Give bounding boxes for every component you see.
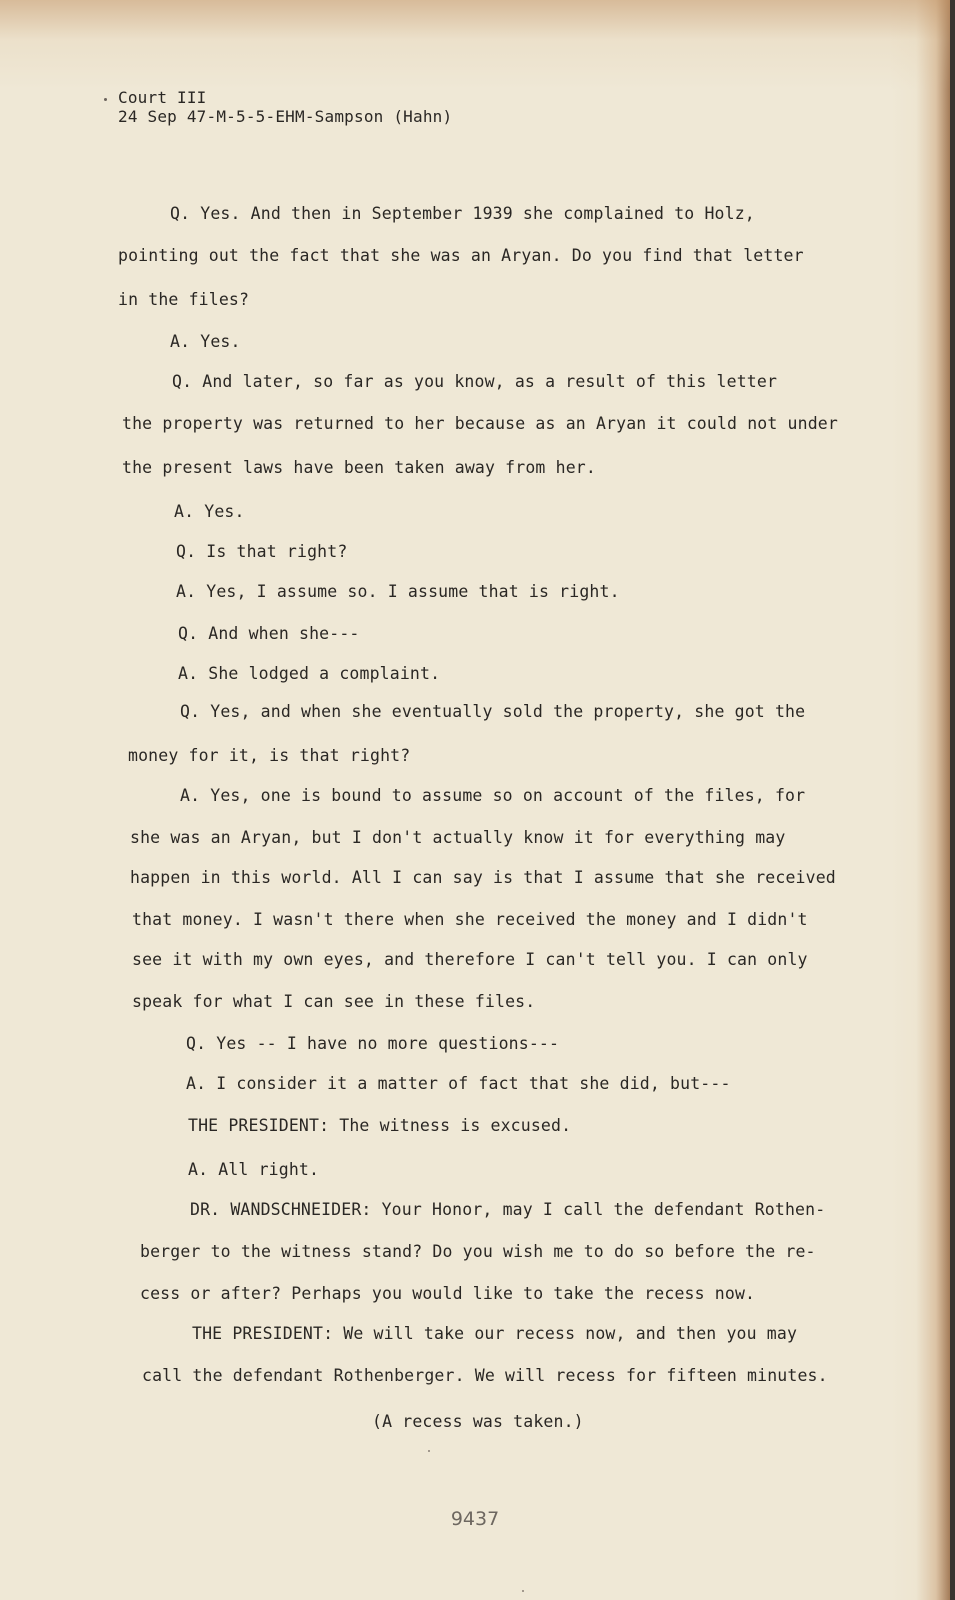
transcript-line: the property was returned to her because as an Aryan it could not under bbox=[122, 414, 838, 433]
transcript-line: Q. Yes. And then in September 1939 she complained to Holz, bbox=[170, 204, 755, 223]
transcript-line: THE PRESIDENT: We will take our recess now, and then you may bbox=[192, 1324, 798, 1343]
transcript-line: A. Yes. bbox=[174, 502, 245, 521]
session-reference: 24 Sep 47-M-5-5-EHM-Sampson (Hahn) bbox=[118, 107, 453, 126]
paper-speck bbox=[522, 1590, 524, 1592]
paper-speck bbox=[428, 1450, 430, 1452]
transcript-line: that money. I wasn't there when she received the money and I didn't bbox=[132, 910, 808, 929]
transcript-line: A. She lodged a complaint. bbox=[178, 664, 441, 683]
transcript-line: Q. Is that right? bbox=[176, 542, 348, 561]
court-label: Court III bbox=[118, 88, 207, 107]
transcript-line: Q. And when she--- bbox=[178, 624, 360, 643]
transcript-line: money for it, is that right? bbox=[128, 746, 411, 765]
transcript-line: happen in this world. All I can say is that I assume that she received bbox=[130, 868, 836, 887]
transcript-line: in the files? bbox=[118, 290, 250, 309]
transcript-line: the present laws have been taken away from her. bbox=[122, 458, 596, 477]
transcript-line: A. Yes. bbox=[170, 332, 241, 351]
transcript-line: cess or after? Perhaps you would like to take the recess now. bbox=[140, 1284, 756, 1303]
transcript-line: A. Yes, one is bound to assume so on account of the files, for bbox=[180, 786, 806, 805]
document-header bbox=[118, 88, 452, 126]
transcript-line: DR. WANDSCHNEIDER: Your Honor, may I call the defendant Rothen- bbox=[190, 1200, 826, 1219]
transcript-line: call the defendant Rothenberger. We will recess for fifteen minutes. bbox=[142, 1366, 828, 1385]
transcript-line: A. I consider it a matter of fact that she did, but--- bbox=[186, 1074, 731, 1093]
page-number: 9437 bbox=[450, 1508, 500, 1530]
ink-dot bbox=[104, 98, 107, 101]
transcript-line: (A recess was taken.) bbox=[372, 1412, 584, 1431]
transcript-line: see it with my own eyes, and therefore I can't tell you. I can only bbox=[132, 950, 808, 969]
transcript-line: Q. Yes -- I have no more questions--- bbox=[186, 1034, 560, 1053]
transcript-line: Q. Yes, and when she eventually sold the property, she got the bbox=[180, 702, 806, 721]
transcript-line: berger to the witness stand? Do you wish me to do so before the re- bbox=[140, 1242, 816, 1261]
transcript-line: THE PRESIDENT: The witness is excused. bbox=[188, 1116, 572, 1135]
transcript-line: she was an Aryan, but I don't actually know it for everything may bbox=[130, 828, 786, 847]
transcript-line: A. All right. bbox=[188, 1160, 320, 1179]
transcript-line: Q. And later, so far as you know, as a result of this letter bbox=[172, 372, 778, 391]
transcript-line: A. Yes, I assume so. I assume that is right. bbox=[176, 582, 620, 601]
transcript-line: pointing out the fact that she was an Aryan. Do you find that letter bbox=[118, 246, 804, 265]
transcript-line: speak for what I can see in these files. bbox=[132, 992, 536, 1011]
